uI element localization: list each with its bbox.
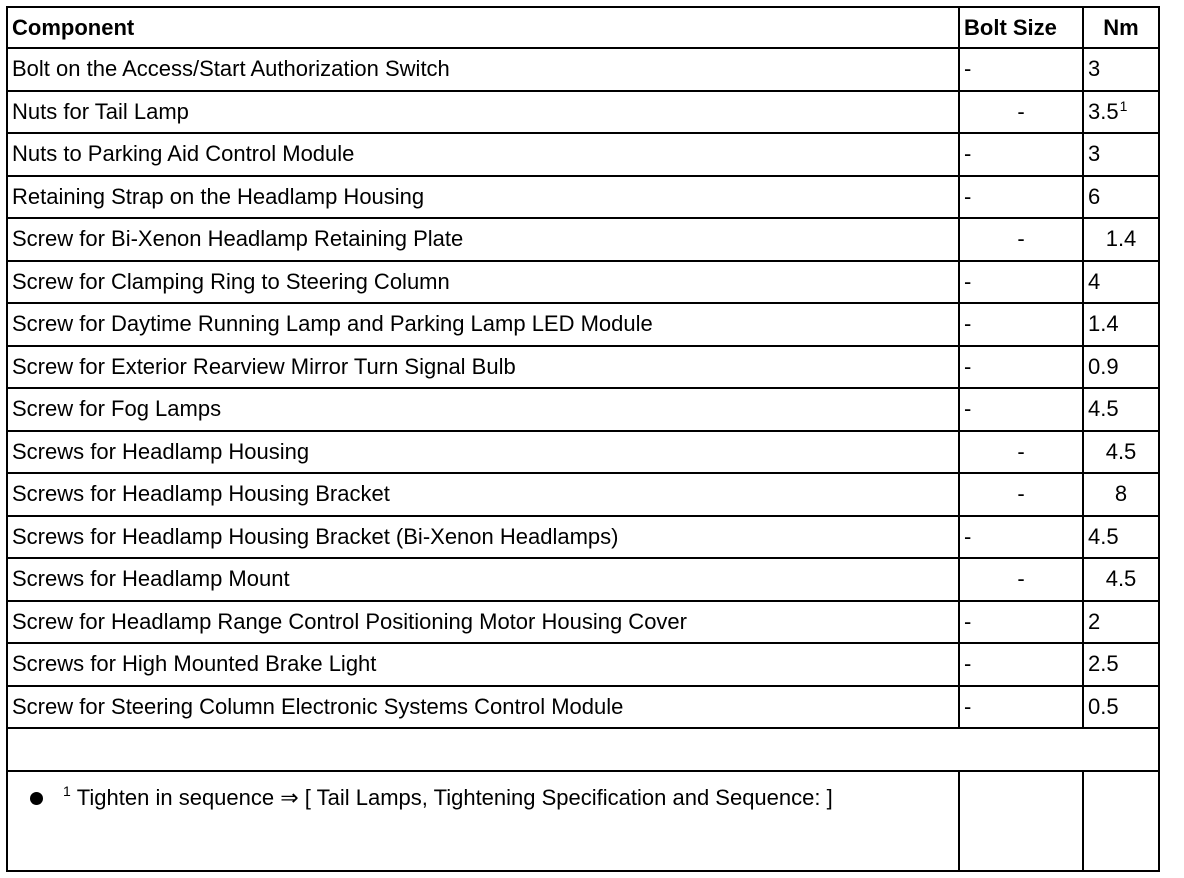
table-row <box>7 601 1159 644</box>
bolt-size-cell: - <box>959 388 1083 431</box>
nm-cell <box>1083 431 1159 474</box>
nm-cell <box>1083 643 1159 686</box>
bolt-size-cell: - <box>959 48 1083 91</box>
nm-value: 0.5 <box>1088 693 1119 719</box>
footnote-marker: 1 <box>1119 97 1128 114</box>
nm-value: 2 <box>1088 608 1101 634</box>
bolt-size-cell: - <box>959 686 1083 729</box>
note-empty-bolt-cell <box>959 771 1083 871</box>
component-cell: Screw for Daytime Running Lamp and Parking Lamp LED Module <box>7 303 959 346</box>
table-row <box>7 346 1159 389</box>
nm-cell <box>1083 91 1159 134</box>
nm-value: 4.5 <box>1088 523 1119 549</box>
bullet-icon <box>30 792 43 805</box>
bolt-size-cell: - <box>959 91 1083 134</box>
header-row <box>7 7 1159 48</box>
nm-cell <box>1083 346 1159 389</box>
component-cell: Nuts for Tail Lamp <box>7 91 959 134</box>
component-cell: Screw for Steering Column Electronic Systems Control Module <box>7 686 959 729</box>
nm-cell <box>1083 261 1159 304</box>
bolt-size-cell: - <box>959 516 1083 559</box>
nm-cell <box>1083 686 1159 729</box>
bolt-size-cell: - <box>959 346 1083 389</box>
nm-cell <box>1083 473 1159 516</box>
spacer-cell <box>7 728 1159 771</box>
nm-value: 6 <box>1088 183 1101 209</box>
table-row <box>7 516 1159 559</box>
bolt-size-cell: - <box>959 133 1083 176</box>
component-cell: Retaining Strap on the Headlamp Housing <box>7 176 959 219</box>
bolt-size-cell: - <box>959 601 1083 644</box>
note-cell <box>7 771 959 871</box>
nm-value: 4.5 <box>1105 566 1137 592</box>
bolt-size-cell: - <box>959 303 1083 346</box>
component-cell: Screws for Headlamp Housing Bracket <box>7 473 959 516</box>
table-body <box>7 48 1159 728</box>
nm-value: 4.5 <box>1088 396 1119 422</box>
table-row <box>7 303 1159 346</box>
component-cell: Nuts to Parking Aid Control Module <box>7 133 959 176</box>
component-cell: Screws for High Mounted Brake Light <box>7 643 959 686</box>
nm-cell <box>1083 388 1159 431</box>
nm-value: 8 <box>1114 481 1128 507</box>
nm-cell <box>1083 303 1159 346</box>
table-row <box>7 643 1159 686</box>
bolt-size-cell: - <box>959 218 1083 261</box>
bolt-size-cell: - <box>959 431 1083 474</box>
table-row <box>7 686 1159 729</box>
nm-value: 3 <box>1088 56 1101 82</box>
column-header-bolt-size: Bolt Size <box>959 7 1083 48</box>
nm-value: 1.4 <box>1088 311 1119 337</box>
component-cell: Screw for Exterior Rearview Mirror Turn Signal Bulb <box>7 346 959 389</box>
bolt-size-cell: - <box>959 473 1083 516</box>
nm-value: 3 <box>1088 141 1101 167</box>
nm-value: 1.4 <box>1105 226 1137 252</box>
note-footnote-marker: 1 <box>63 782 71 799</box>
column-header-component: Component <box>7 7 959 48</box>
table-row <box>7 431 1159 474</box>
bolt-size-cell: - <box>959 261 1083 304</box>
column-header-nm: Nm <box>1083 7 1159 48</box>
nm-value: 4.5 <box>1105 438 1137 464</box>
component-cell: Screws for Headlamp Housing Bracket (Bi-Xenon Headlamps) <box>7 516 959 559</box>
nm-cell <box>1083 558 1159 601</box>
nm-value: 3.5 <box>1088 98 1119 124</box>
table-row <box>7 91 1159 134</box>
bolt-size-cell: - <box>959 643 1083 686</box>
nm-value: 0.9 <box>1088 353 1119 379</box>
table-row <box>7 218 1159 261</box>
table-row <box>7 388 1159 431</box>
nm-cell <box>1083 48 1159 91</box>
note-line <box>30 782 958 811</box>
nm-cell <box>1083 601 1159 644</box>
table-row <box>7 473 1159 516</box>
nm-value: 2.5 <box>1088 651 1119 677</box>
component-cell: Screw for Bi-Xenon Headlamp Retaining Plate <box>7 218 959 261</box>
spacer-row <box>7 728 1159 771</box>
note-empty-nm-cell <box>1083 771 1159 871</box>
nm-cell <box>1083 133 1159 176</box>
table-row <box>7 176 1159 219</box>
table-row <box>7 558 1159 601</box>
component-cell: Screw for Fog Lamps <box>7 388 959 431</box>
torque-spec-table <box>6 6 1160 872</box>
nm-value: 4 <box>1088 268 1101 294</box>
table-row <box>7 261 1159 304</box>
component-cell: Screw for Headlamp Range Control Positioning Motor Housing Cover <box>7 601 959 644</box>
table-row <box>7 133 1159 176</box>
nm-cell <box>1083 516 1159 559</box>
nm-cell <box>1083 176 1159 219</box>
component-cell: Screws for Headlamp Housing <box>7 431 959 474</box>
component-cell: Screws for Headlamp Mount <box>7 558 959 601</box>
component-cell: Bolt on the Access/Start Authorization Switch <box>7 48 959 91</box>
bolt-size-cell: - <box>959 558 1083 601</box>
note-row <box>7 771 1159 871</box>
bolt-size-cell: - <box>959 176 1083 219</box>
nm-cell <box>1083 218 1159 261</box>
table-row <box>7 48 1159 91</box>
component-cell: Screw for Clamping Ring to Steering Column <box>7 261 959 304</box>
note-text: Tighten in sequence ⇒ [ Tail Lamps, Tightening Specification and Sequence: ] <box>76 784 833 810</box>
